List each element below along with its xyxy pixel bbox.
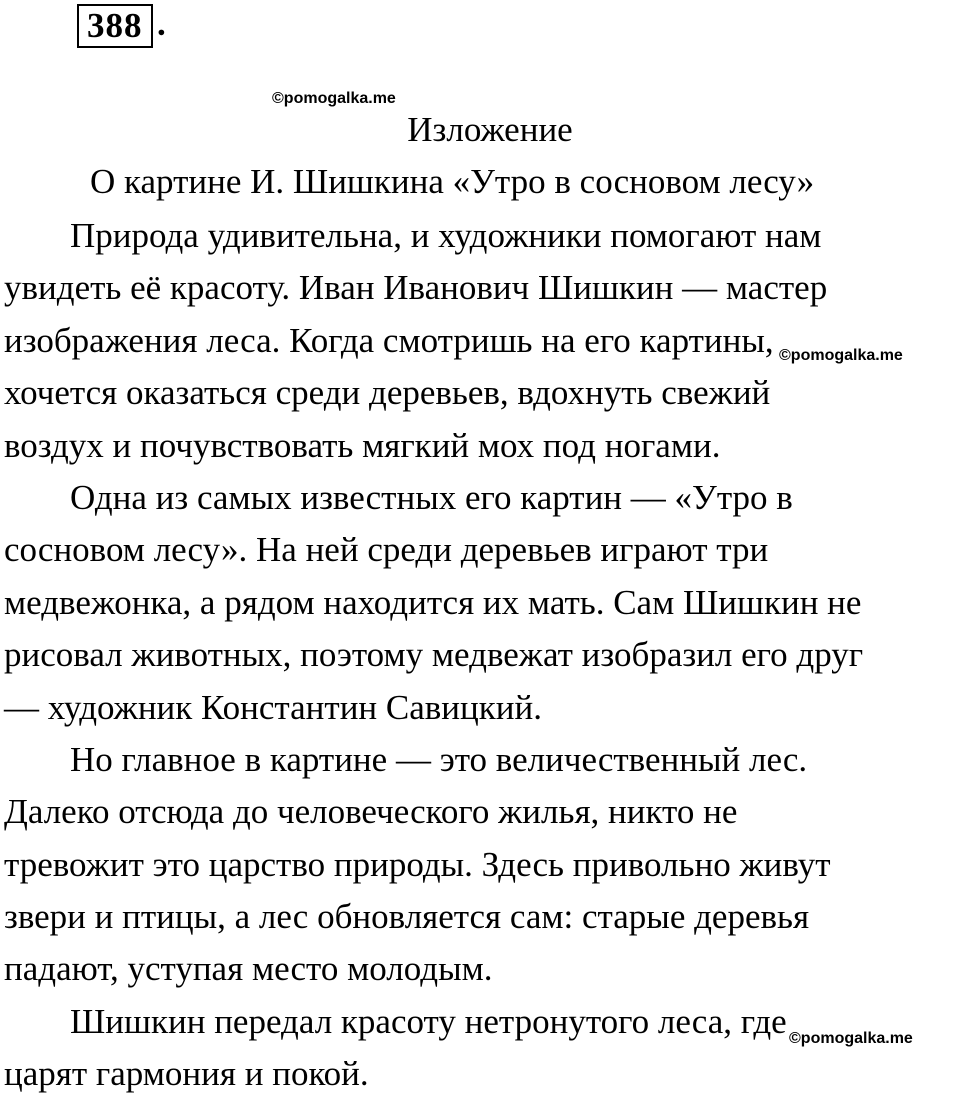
text-line: медвежонка, а рядом находится их мать. Сам Шишкин не — [4, 582, 862, 622]
text-line: увидеть её красоту. Иван Иванович Шишкин — мастер — [4, 268, 828, 308]
text-line: Но главное в картине — это величественный лес. — [70, 739, 808, 779]
text-line: Шишкин передал красоту нетронутого леса, где — [70, 1001, 787, 1041]
task-number-box: 388 — [77, 4, 153, 48]
text-line: изображения леса. Когда смотришь на его картины, — [4, 320, 774, 360]
watermark: ©pomogalka.me — [272, 90, 396, 107]
text-line: хочется оказаться среди деревьев, вдохнуть свежий — [4, 373, 771, 413]
text-line: Природа удивительна, и художники помогают нам — [70, 216, 822, 255]
text-line: падают, уступая место молодым. — [4, 949, 493, 989]
text-line: воздух и почувствовать мягкий мох под ногами. — [4, 425, 721, 465]
task-number-dot: . — [157, 4, 166, 43]
text-line: царят гармония и покой. — [4, 1054, 369, 1094]
text-line: — художник Константин Савицкий. — [4, 687, 542, 727]
text-line: звери и птицы, а лес обновляется сам: старые деревья — [4, 897, 810, 937]
text-line: Одна из самых известных его картин — «Утро в — [70, 477, 793, 517]
text-line: Далеко отсюда до человеческого жилья, никто не — [4, 792, 738, 832]
text-line: рисовал животных, поэтому медвежат изобразил его друг — [4, 635, 864, 675]
text-line: тревожит это царство природы. Здесь привольно живут — [4, 844, 831, 884]
document-title: Изложение — [407, 110, 573, 149]
watermark: ©pomogalka.me — [789, 1030, 913, 1047]
text-line: сосновом лесу». На ней среди деревьев играют три — [4, 530, 769, 570]
document-subtitle: О картине И. Шишкина «Утро в сосновом лесу» — [90, 162, 815, 201]
watermark: ©pomogalka.me — [779, 347, 903, 364]
